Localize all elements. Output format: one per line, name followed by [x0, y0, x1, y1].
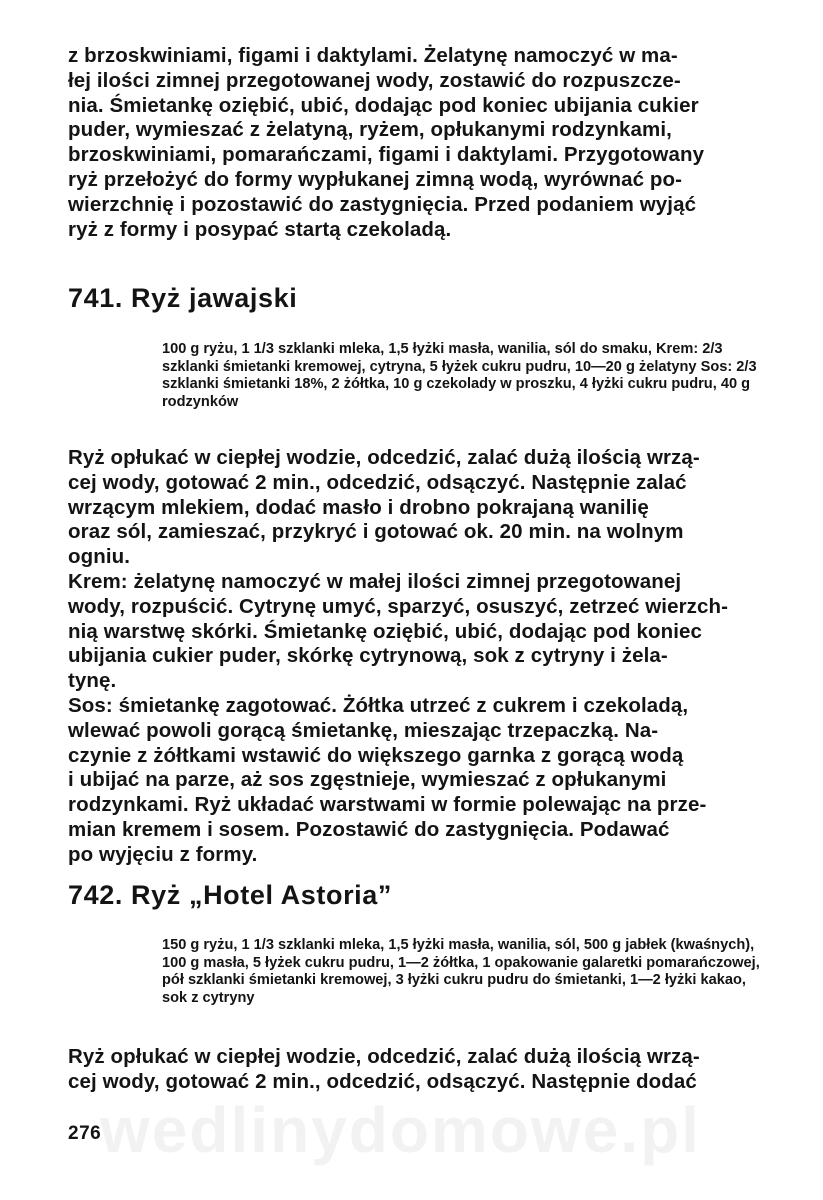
text-line: puder, wymieszać z żelatyną, ryżem, opłukanymi rodzynkami, [68, 118, 672, 142]
krem-label: Krem: [68, 569, 128, 593]
text-line: cej wody, gotować 2 min., odcedzić, odsączyć. Następnie zalać [68, 470, 687, 494]
text-line: ubijania cukier puder, skórkę cytrynową, sok z cytryny i żela- [68, 644, 668, 668]
text-line: ryż z formy i posypać startą czekoladą. [68, 217, 452, 241]
text-line: mian kremem i sosem. Pozostawić do zastygnięcia. Podawać [68, 817, 670, 841]
text-line: tynę. [68, 669, 117, 693]
recipe-742-method [68, 1045, 761, 1095]
text-line: nia. Śmietankę oziębić, ubić, dodając pod koniec ubijania cukier [68, 93, 699, 117]
page-number: 276 [68, 1123, 102, 1144]
text-line: łej ilości zimnej przegotowanej wody, zostawić do rozpuszcze- [68, 68, 681, 92]
text-line: czynie z żółtkami wstawić do większego garnka z gorącą wodą [68, 743, 684, 767]
text-line: wierzchnię i pozostawić do zastygnięcia. Przed podaniem wyjąć [68, 192, 697, 216]
text-line: i ubijać na parze, aż sos zgęstnieje, wymieszać z opłukanymi [68, 768, 667, 792]
recipe-741-title: 741. Ryż jawajski [68, 283, 298, 313]
text-line: nią warstwę skórki. Śmietankę oziębić, ubić, dodając pod koniec [68, 619, 703, 643]
sos-ingredients: 2/3 szklanki śmietanki 18%, 2 żółtka, 10 g czekolady w proszku, 4 łyżki cukru pudru, 40 g rodzynków [162, 358, 757, 410]
recipe-742-title: 742. Ryż „Hotel Astoria” [68, 880, 392, 910]
text-line: cej wody, gotować 2 min., odcedzić, odsączyć. Następnie dodać [68, 1069, 697, 1093]
sos-label: Sos: [700, 358, 733, 375]
text-line: żelatynę namoczyć w małej ilości zimnej przegotowanej [127, 569, 682, 593]
text-line: brzoskwiniami, pomarańczami, figami i daktylami. Przygotowany [68, 143, 705, 167]
krem-ingredients: 2/3 szklanki śmietanki kremowej, cytryna, 5 łyżek cukru pudru, 10—20 g żelatyny [162, 341, 723, 375]
text-line: oraz sól, zamieszać, przykryć i gotować ok. 20 min. na wolnym [68, 520, 684, 544]
text-line: wody, rozpuścić. Cytrynę umyć, sparzyć, osuszyć, zetrzeć wierzch- [68, 594, 729, 618]
watermark: wedlinydomowe.pl [100, 1094, 701, 1166]
text-line: ogniu. [68, 545, 131, 569]
sos-label: Sos: [68, 693, 113, 717]
recipe-741-method [68, 446, 761, 868]
text-line: śmietankę zagotować. Żółtka utrzeć z cukrem i czekoladą, [112, 693, 689, 717]
text-line: wlewać powoli gorącą śmietankę, mieszając trzepaczką. Na- [68, 718, 659, 742]
text-line: rodzynkami. Ryż układać warstwami w formie polewając na prze- [68, 793, 707, 817]
text-line: Ryż opłukać w ciepłej wodzie, odcedzić, zalać dużą ilością wrzą- [68, 446, 700, 469]
recipe-741-ingredients [162, 341, 762, 411]
text-line: Ryż opłukać w ciepłej wodzie, odcedzić, zalać dużą ilością wrzą- [68, 1045, 700, 1068]
ingredients-base: 100 g ryżu, 1 1/3 szklanki mleka, 1,5 łyżki masła, wanilia, sól do smaku, [162, 341, 652, 357]
intro-paragraph [68, 44, 761, 242]
krem-label: Krem: [656, 341, 699, 357]
recipe-742-ingredients: 150 g ryżu, 1 1/3 szklanki mleka, 1,5 łyżki masła, wanilia, sól, 500 g jabłek (kwaśnych), 100 g masła, 5 łyżek cukru pudru, 1—2 żółtka, 1 opakowanie galaretki pomarańczowej, pół szklanki śmietanki kremowej, 3 łyżki cukru pudru do śmietanki, 1—2 łyżki kakao, sok z cytryny [162, 937, 760, 1006]
text-line: ryż przełożyć do formy wypłukanej zimną wodą, wyrównać po- [68, 167, 683, 191]
text-line: z brzoskwiniami, figami i daktylami. Żelatynę namoczyć w ma- [68, 44, 678, 67]
text-line: po wyjęciu z formy. [68, 842, 258, 866]
text-line: wrzącym mlekiem, dodać masło i drobno pokrajaną wanilię [68, 495, 649, 519]
